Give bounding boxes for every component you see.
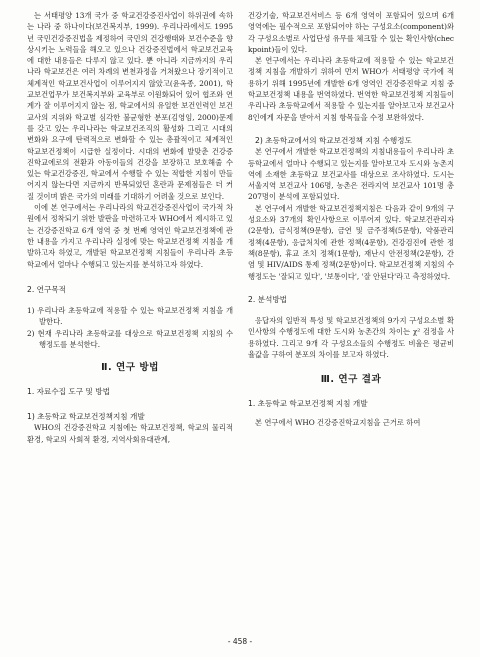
body-paragraph: 본 연구에서 WHO 건강증진학교지침을 근거로 하여 — [255, 417, 421, 427]
subsection-heading: 1) 초등학교 학교보건정책지침 개발 — [27, 411, 145, 421]
body-paragraph: 본 연구에서는 우리나라 초등학교에 적용할 수 있는 학교보건정책 지침을 개발하기 위하여 먼저 WHO가 서태평양 국가에 적용하기 위해 1995년에 개발한 6개 영역인 건강증진학교 지침 중 학교보건정책 내용을 번역하였다. 번역한 학교보건정책 지침들이 우리나라 초등학교에서 적용할 수 있는지를 알아보고자 보건교사 8인에게 자문을 받아서 지침 항목들을 수정 보완하였다. — [248, 56, 454, 122]
page-number: - 458 - — [227, 637, 253, 646]
section-heading-analysis: 2. 분석방법 — [248, 294, 288, 304]
body-paragraph: 본 연구에서 개발한 학교보건정책지침은 다음과 같이 9개의 구성요소와 37개의 확인사항으로 이루어져 있다. 학교보건관리자(2문항), 금식정책(9문항), 금연 및 금주정책(5문항), 약품관리 정책(4문항), 응급처치에 관한 정책(4문항), 건강검진에 관한 정책(8문항), 휴교 조치 정책(1문항), 재난시 안전정책(2문항), 간염 및 HIV/AIDS 통제 정책(2문항)이다. 학교보건정책 지침의 수행정도는 '잘되고 있다', '보통이다', '잘 안된다'라고 측정하였다. — [248, 203, 454, 281]
section-heading-purpose: 2. 연구목적 — [27, 284, 67, 294]
left-column — [27, 10, 233, 445]
right-column — [248, 10, 454, 445]
purpose-item: 2) 현재 우리나라 초등학교를 대상으로 학교보건정책 지침의 수행정도를 분석한다. — [27, 328, 233, 350]
section-heading-tools: 1. 자료수집 도구 및 방법 — [27, 386, 110, 396]
subsection-heading: 2) 초등학교에서의 학교보건정책 지침 수행정도 — [255, 135, 412, 145]
body-paragraph: 본 연구에서 개발한 학교보건정책의 지침내용들이 우리나라 초등학교에서 얼마나 수행되고 있는지를 알아보고자 도시와 농촌지역에 소재한 초등학교 보건교사를 대상으로 조사하였다. 도시는 서울지역 보건교사 106명, 농촌은 전라지역 보건교사 101명 총 207명이 분석에 포함되었다. — [248, 147, 454, 202]
purpose-item: 1) 우리나라 초등학교에 적용할 수 있는 학교보건정책 지침을 개발한다. — [27, 306, 233, 327]
two-column-body — [27, 10, 454, 445]
chapter-heading-results: Ⅲ. 연구 결과 — [320, 374, 382, 386]
body-paragraph: 는 서태평양 13개 국가 중 학교건강증진사업이 하위권에 속하는 나라 중 하나이다(보건복지부, 1999). 우리나라에서도 1995년 국민건강증진법을 제정하여 국민의 건강행태와 보건수준을 향상시키는 노력들을 해오고 있으나 건강증진법에서 학교보건교육에 대한 내용들은 다루지 않고 있다. 뿐 아니라 지금까지의 우리나라 학교보건은 여러 차례의 변천과정을 거쳐왔으나 장기적이고 체계적인 학교보건사업이 이루어지지 않았고(윤옥종, 2001), 학교보건업무가 보건복지부와 교육부로 이원화되어 있어 협조와 연계가 잘 이루어지지 않는 점, 학교에서의 유일한 보건인력인 보건교사의 지위와 학교별 심각한 불균형한 분포(김영임, 2000)문제를 갖고 있는 우리나라는 학교보건조직의 활성화 그리고 시대의 변화와 요구에 탄력적으로 변화할 수 있는 총괄적이고 체계적인 학교보건정책이 시급한 실정이다. 시대의 변화에 발맞춘 건강증진학교에로의 전환과 아동이들의 건강을 보장하고 보호해줄 수 있는 학교건강증진, 학교에서 수행할 수 있는 적합한 지침이 만들어지지 않는다면 지금까지 반복되었던 혼란과 문제점들은 더 커질 것이며 밝은 국가의 미래를 기대하기 어려울 것으로 보인다. — [27, 11, 233, 201]
body-paragraph: 응답자의 일반적 특성 및 학교보건정책의 9가지 구성요소별 확인사항의 수행정도에 대한 도시와 농촌간의 차이는 χ² 검정을 사용하였다. 그리고 9개 각 구성요소들의 수행정도 비율은 평균비율값을 구하여 분포의 차이를 보고자 하였다. — [248, 316, 454, 360]
body-paragraph: 이에 본 연구에서는 우리나라의 학교건강증진사업이 국가적 차원에서 정착되기 위한 발판을 마련하고자 WHO에서 제시하고 있는 건강증진학교 6개 영역 중 첫 번째 영역인 학교보건정책에 관한 내용을 가지고 우리나라 실정에 맞는 학교보건정책 지침을 개발하고자 하였고, 개발된 학교보건정책 지침들이 우리나라 초등학교에서 얼마나 수행되고 있는지를 분석하고자 하였다. — [27, 203, 233, 269]
chapter-heading-methods: Ⅱ. 연구 방법 — [101, 362, 159, 374]
body-paragraph: WHO의 건강증진학교 지침에는 학교보건정책, 학교의 물리적 환경, 학교의 사회적 환경, 지역사회유대관계, — [27, 423, 233, 444]
section-heading-results: 1. 초등학교 학교보건정책 지침 개발 — [248, 398, 368, 408]
body-paragraph: 건강기술, 학교보건서비스 등 6개 영역이 포함되어 있으며 6개 영역에는 필수적으로 포함되어야 하는 구성요소(component)와 각 구성요소별로 사업단성 유무를 체크할 수 있는 확인사항(checkpoint)들이 있다. — [248, 11, 454, 54]
